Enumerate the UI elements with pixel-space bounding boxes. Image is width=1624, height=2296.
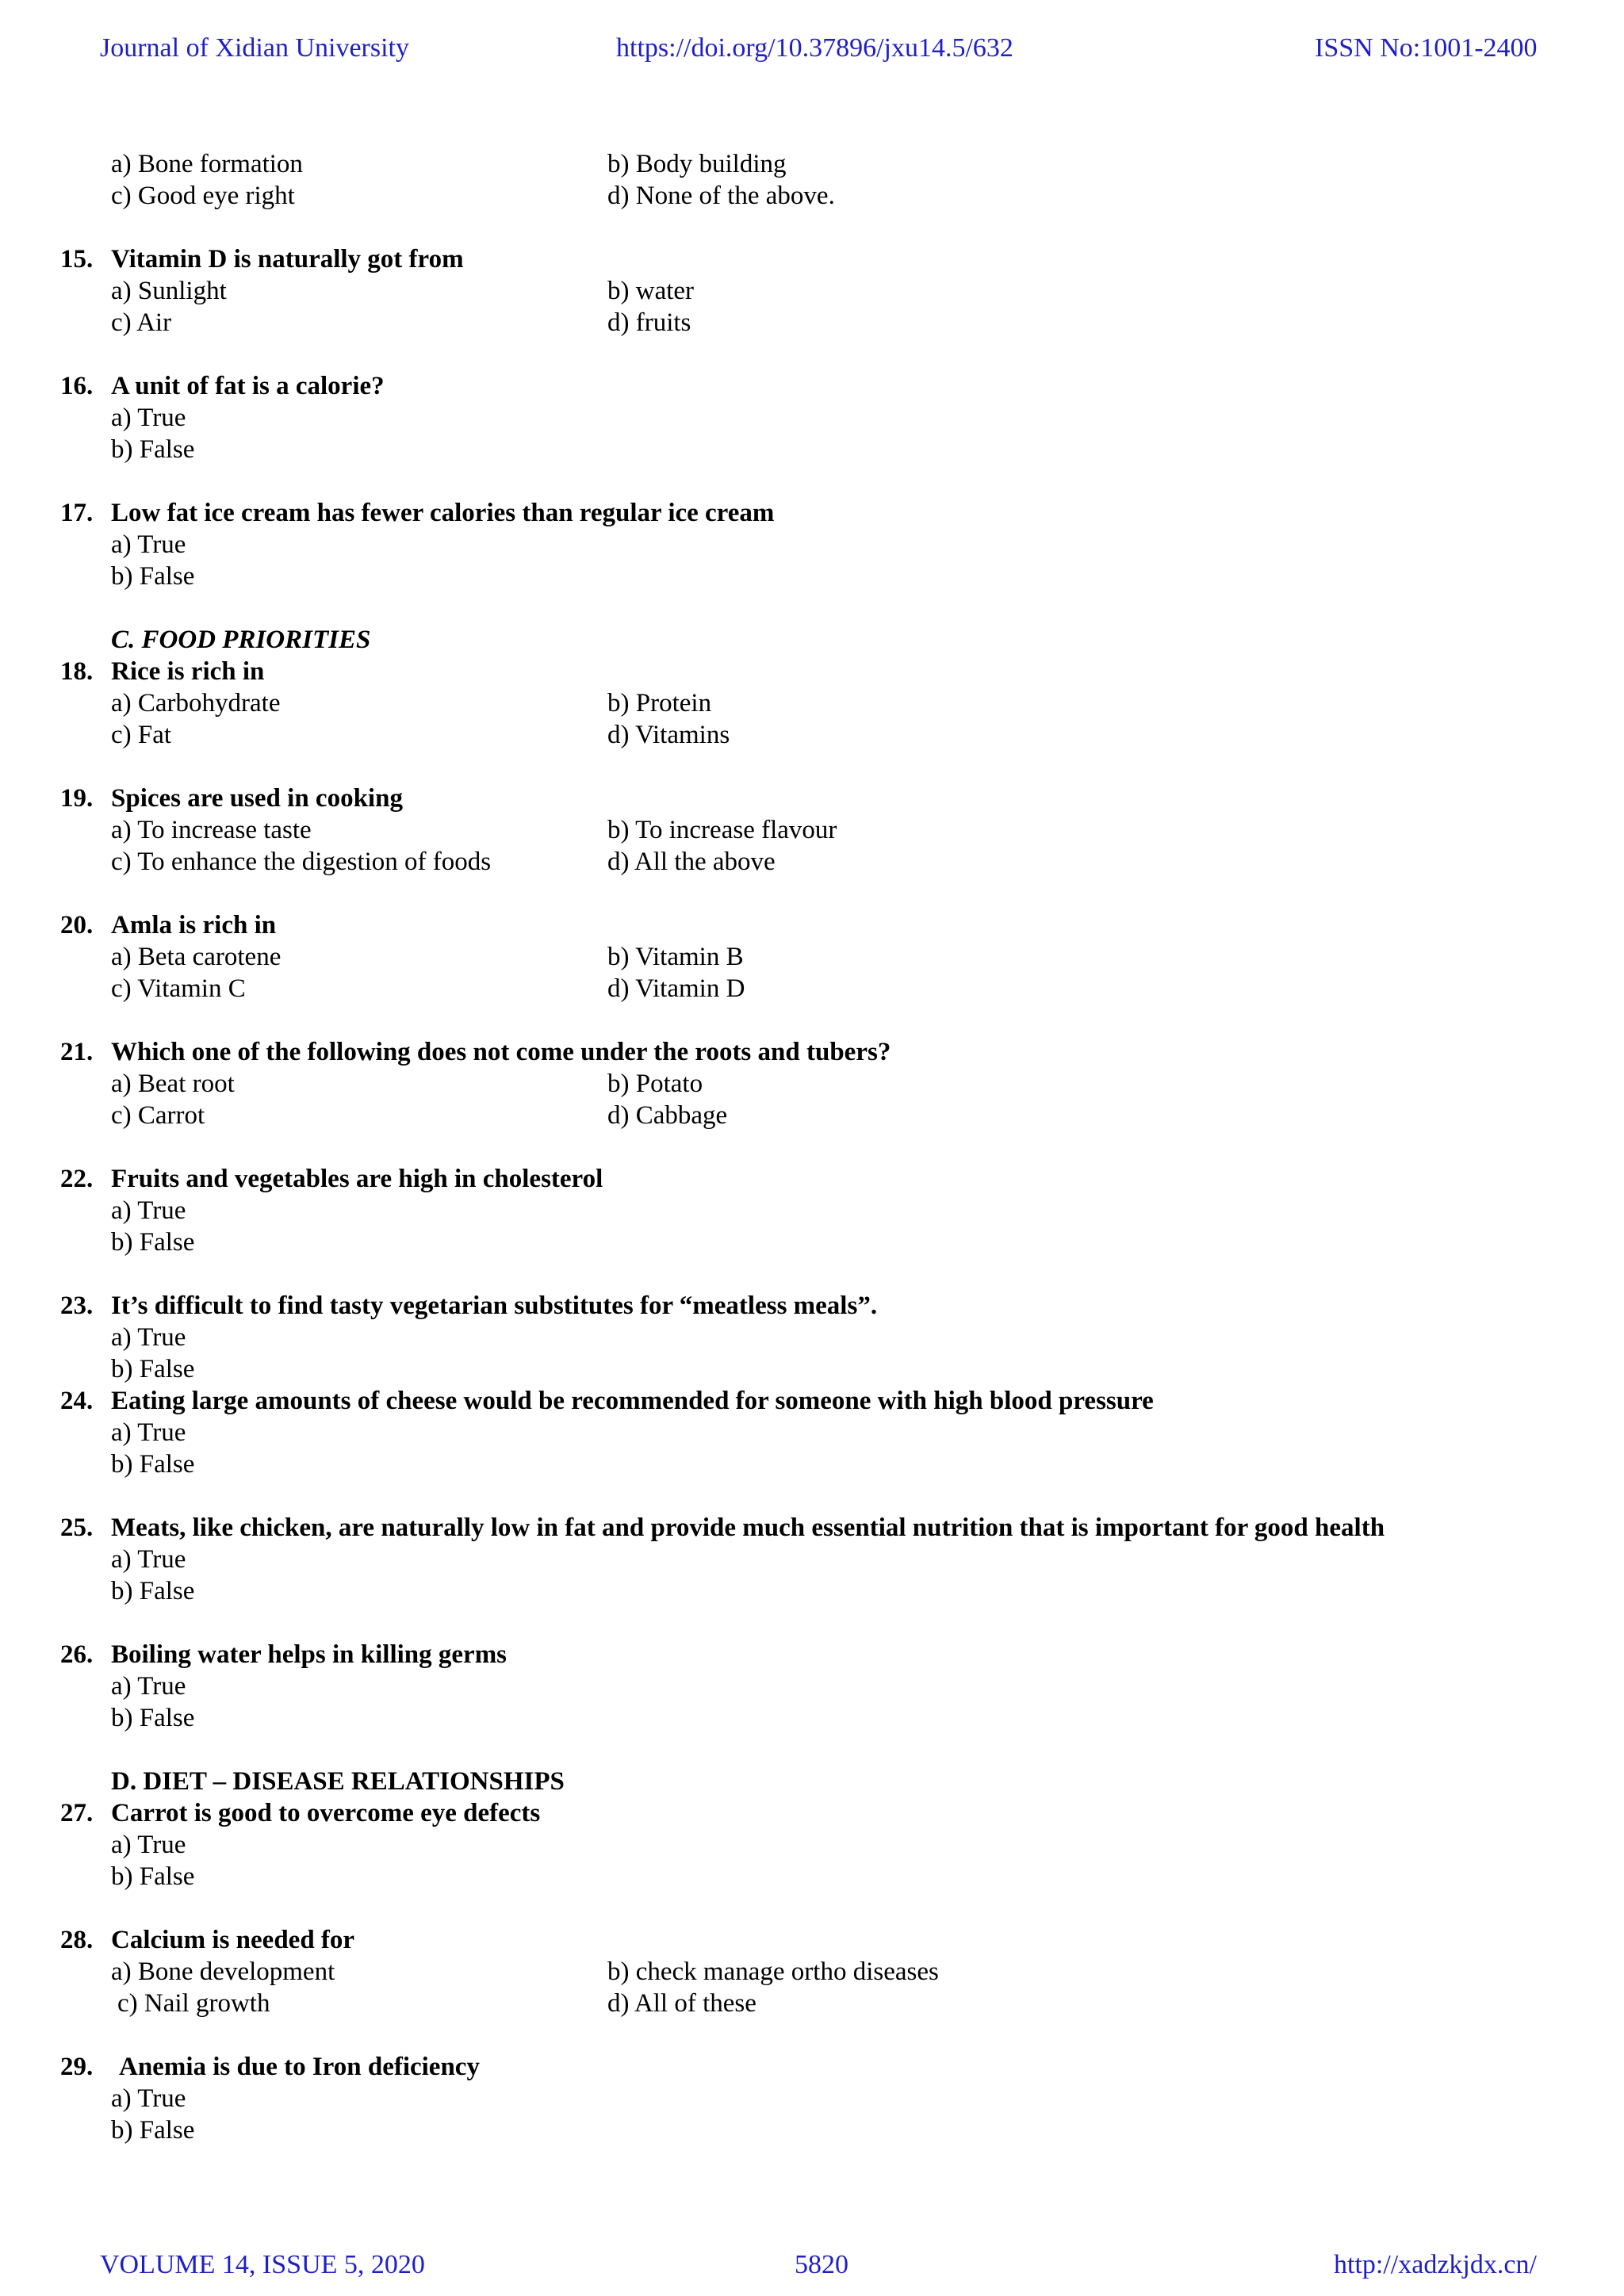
question-number: 21. bbox=[60, 1038, 94, 1066]
question-number: 19. bbox=[60, 784, 94, 813]
option-b: b) False bbox=[111, 1862, 195, 1891]
question-number: 20. bbox=[60, 911, 94, 939]
option-a: a) True bbox=[111, 404, 186, 432]
option-b: b) False bbox=[111, 1704, 195, 1732]
question-text: Vitamin D is naturally got from bbox=[111, 245, 464, 274]
question-text: Spices are used in cooking bbox=[111, 784, 403, 813]
option-b: b) check manage ortho diseases bbox=[607, 1957, 939, 1986]
option-b: b) False bbox=[111, 2116, 195, 2145]
option-b: b) False bbox=[111, 562, 195, 591]
option-d: d) fruits bbox=[607, 308, 691, 337]
option-a: a) True bbox=[111, 530, 186, 559]
option-c: c) To enhance the digestion of foods bbox=[111, 848, 492, 876]
question-text: Carrot is good to overcome eye defects bbox=[111, 1799, 541, 1827]
question-number: 17. bbox=[60, 499, 94, 527]
doi-link[interactable]: https://doi.org/10.37896/jxu14.5/632 bbox=[616, 33, 1013, 63]
question-number: 22. bbox=[60, 1165, 94, 1193]
question-text: Rice is rich in bbox=[111, 657, 265, 686]
option-a: a) True bbox=[111, 1545, 186, 1574]
journal-name: Journal of Xidian University bbox=[100, 33, 409, 63]
journal-url[interactable]: http://xadzkjdx.cn/ bbox=[1334, 2250, 1537, 2279]
question-text: Amla is rich in bbox=[111, 911, 277, 939]
option-b: b) False bbox=[111, 1577, 195, 1605]
option-d: d) All of these bbox=[607, 1989, 756, 2018]
option-a: a) True bbox=[111, 1831, 186, 1859]
option-b: b) Vitamin B bbox=[607, 943, 744, 971]
option-a: a) True bbox=[111, 1418, 186, 1447]
question-text: Fruits and vegetables are high in cholesterol bbox=[111, 1165, 603, 1193]
question-text: It’s difficult to find tasty vegetarian substitutes for “meatless meals”. bbox=[111, 1292, 878, 1320]
option-c: c) Good eye right bbox=[111, 182, 295, 210]
question-text: Meats, like chicken, are naturally low in fat and provide much essential nutrition that is important for good health bbox=[111, 1513, 1385, 1542]
option-c: c) Air bbox=[111, 308, 172, 337]
question-number: 25. bbox=[60, 1513, 94, 1542]
option-b: b) To increase flavour bbox=[607, 816, 837, 844]
option-c: c) Fat bbox=[111, 721, 172, 749]
section-heading: C. FOOD PRIORITIES bbox=[111, 626, 371, 654]
question-number: 24. bbox=[60, 1387, 94, 1415]
option-a: a) Beta carotene bbox=[111, 943, 282, 971]
option-c: c) Carrot bbox=[111, 1101, 205, 1130]
option-d: d) Vitamin D bbox=[607, 974, 745, 1003]
question-number: 27. bbox=[60, 1799, 94, 1827]
option-c: c) Nail growth bbox=[117, 1989, 270, 2018]
question-number: 18. bbox=[60, 657, 94, 686]
question-number: 29. bbox=[60, 2053, 94, 2081]
option-a: a) Beat root bbox=[111, 1070, 235, 1098]
option-b: b) False bbox=[111, 435, 195, 464]
question-number: 16. bbox=[60, 372, 94, 400]
option-c: c) Vitamin C bbox=[111, 974, 246, 1003]
option-b: b) False bbox=[111, 1228, 195, 1257]
option-d: d) Vitamins bbox=[607, 721, 730, 749]
question-text: Which one of the following does not come under the roots and tubers? bbox=[111, 1038, 891, 1066]
option-a: a) Bone formation bbox=[111, 150, 303, 178]
option-b: b) Body building bbox=[607, 150, 787, 178]
option-d: d) Cabbage bbox=[607, 1101, 728, 1130]
volume-issue: VOLUME 14, ISSUE 5, 2020 bbox=[100, 2250, 425, 2279]
option-d: d) None of the above. bbox=[607, 182, 835, 210]
option-b: b) False bbox=[111, 1450, 195, 1479]
question-number: 15. bbox=[60, 245, 94, 274]
option-a: a) Bone development bbox=[111, 1957, 335, 1986]
option-b: b) water bbox=[607, 277, 695, 305]
option-a: a) True bbox=[111, 1672, 186, 1701]
option-b: b) Protein bbox=[607, 689, 712, 718]
option-a: a) True bbox=[111, 1323, 186, 1352]
option-a: a) True bbox=[111, 2084, 186, 2113]
question-text: Boiling water helps in killing germs bbox=[111, 1640, 508, 1669]
question-number: 28. bbox=[60, 1926, 94, 1954]
option-a: a) Carbohydrate bbox=[111, 689, 281, 718]
option-a: a) To increase taste bbox=[111, 816, 312, 844]
page-number: 5820 bbox=[795, 2250, 848, 2279]
section-heading: D. DIET – DISEASE RELATIONSHIPS bbox=[111, 1767, 565, 1796]
issn: ISSN No:1001-2400 bbox=[1315, 33, 1538, 63]
question-number: 26. bbox=[60, 1640, 94, 1669]
option-b: b) False bbox=[111, 1355, 195, 1383]
question-text: Calcium is needed for bbox=[111, 1926, 355, 1954]
option-d: d) All the above bbox=[607, 848, 776, 876]
question-text: Low fat ice cream has fewer calories than regular ice cream bbox=[111, 499, 775, 527]
question-text: A unit of fat is a calorie? bbox=[111, 372, 385, 400]
option-a: a) True bbox=[111, 1196, 186, 1225]
question-text: Eating large amounts of cheese would be recommended for someone with high blood pressure bbox=[111, 1387, 1154, 1415]
option-a: a) Sunlight bbox=[111, 277, 227, 305]
option-b: b) Potato bbox=[607, 1070, 703, 1098]
question-number: 23. bbox=[60, 1292, 94, 1320]
question-text: Anemia is due to Iron deficiency bbox=[119, 2053, 480, 2081]
